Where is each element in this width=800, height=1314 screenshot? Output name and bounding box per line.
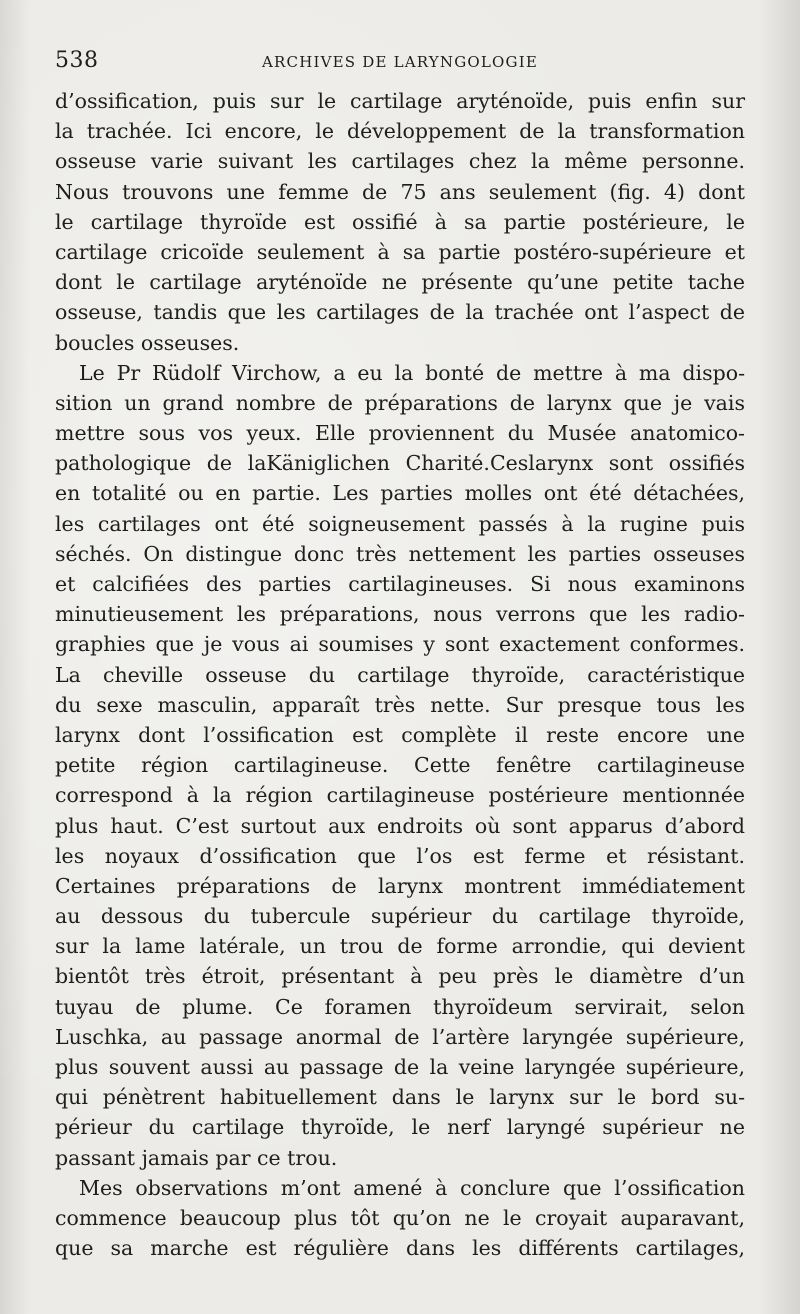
text-line: qui pénètrent habituellement dans le larynx sur le bord su- [55, 1085, 745, 1110]
text-line: graphies que je vous ai soumises y sont exactement conformes. [55, 632, 745, 657]
text-line: petite région cartilagineuse. Cette fenêtre cartilagineuse [55, 753, 745, 778]
text-line: larynx dont l’ossification est complète il reste encore une [55, 722, 745, 747]
text-line: que sa marche est régulière dans les différents cartilages, [55, 1236, 745, 1261]
text-line: les noyaux d’ossification que l’os est ferme et résistant. [55, 843, 745, 868]
text-line: périeur du cartilage thyroïde, le nerf laryngé supérieur ne [55, 1115, 745, 1140]
text-line: plus souvent aussi au passage de la veine laryngée supérieure, [55, 1055, 745, 1079]
text-line: plus haut. C’est surtout aux endroits où sont apparus d’abord [55, 813, 745, 838]
text-line: d’ossification, puis sur le cartilage aryténoïde, puis enfin sur [55, 89, 745, 113]
text-line: en totalité ou en partie. Les parties molles ont été détachées, [55, 481, 745, 506]
text-line: Le Pr Rüdolf Virchow, a eu la bonté de mettre à ma dispo- [79, 360, 745, 385]
text-line: tuyau de plume. Ce foramen thyroïdeum servirait, selon [55, 994, 745, 1019]
text-line: Mes observations m’ont amené à conclure que l’ossification [79, 1175, 745, 1200]
text-line: la trachée. Ici encore, le développement de la transformation [55, 119, 745, 144]
text-line: La cheville osseuse du cartilage thyroïde, caractéristique [55, 662, 745, 687]
text-line: correspond à la région cartilagineuse postérieure mentionnée [55, 783, 745, 808]
text-line: et calcifiées des parties cartilagineuses. Si nous examinons [55, 572, 745, 596]
text-line: commence beaucoup plus tôt qu’on ne le croyait auparavant, [55, 1205, 745, 1230]
text-line: osseuse, tandis que les cartilages de la trachée ont l’aspect de [55, 300, 745, 325]
text-line: Certaines préparations de larynx montrent immédiatement [55, 873, 745, 898]
page-number: 538 [55, 48, 99, 73]
text-line: au dessous du tubercule supérieur du cartilage thyroïde, [55, 904, 745, 929]
text-line: sition un grand nombre de préparations de larynx que je vais [55, 390, 745, 415]
body-text [55, 86, 745, 1263]
text-line: les cartilages ont été soigneusement passés à la rugine puis [55, 511, 745, 536]
text-line: bientôt très étroit, présentant à peu près le diamètre d’un [55, 964, 745, 989]
text-line: passant jamais par ce trou. [55, 1145, 338, 1170]
text-line: Nous trouvons une femme de 75 ans seulement (fig. 4) dont [55, 179, 745, 204]
running-title: ARCHIVES DE LARYNGOLOGIE [261, 53, 539, 71]
text-line: osseuse varie suivant les cartilages chez la même personne. [55, 149, 745, 174]
text-line: pathologique de laKäniglichen Charité.Ceslarynx sont ossifiés [55, 451, 745, 476]
text-line: cartilage cricoïde seulement à sa partie postéro-supérieure et [55, 239, 745, 264]
text-line: séchés. On distingue donc très nettement les parties osseuses [55, 541, 745, 566]
text-line: sur la lame latérale, un trou de forme arrondie, qui devient [55, 934, 745, 959]
text-line: le cartilage thyroïde est ossifié à sa partie postérieure, le [55, 209, 745, 234]
text-line: minutieusement les préparations, nous verrons que les radio- [55, 602, 745, 627]
text-line: du sexe masculin, apparaît très nette. Sur presque tous les [55, 692, 745, 717]
text-line: dont le cartilage aryténoïde ne présente qu’une petite tache [55, 270, 745, 295]
page-header [55, 48, 745, 78]
text-line: Luschka, au passage anormal de l’artère laryngée supérieure, [55, 1024, 745, 1049]
text-line: mettre sous vos yeux. Elle proviennent du Musée anatomico- [55, 421, 745, 446]
text-line: boucles osseuses. [55, 330, 240, 355]
